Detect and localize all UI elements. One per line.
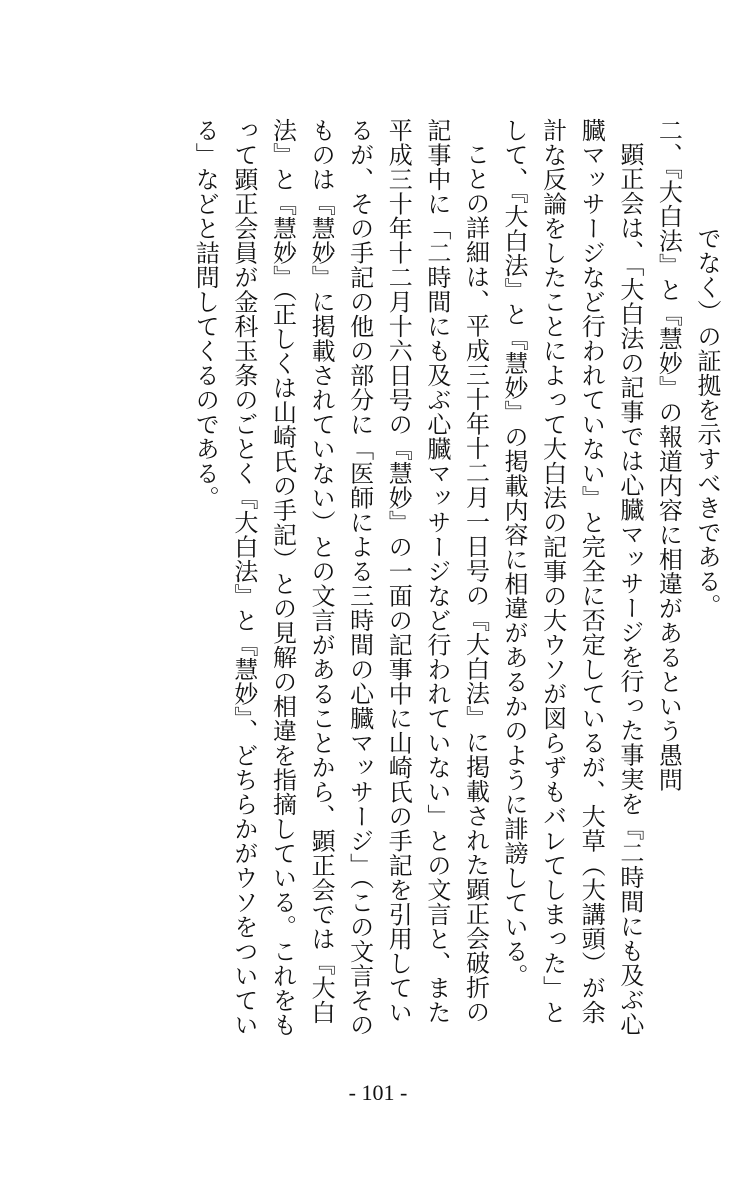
continuation-line: でなく）の証拠を示すべきである。 [693, 226, 721, 618]
page-number: - 101 - [348, 1080, 408, 1105]
vertical-text-body [6, 118, 726, 1038]
section-heading: 二、『大白法』と『慧妙』の報道内容に相違があるという愚問 [654, 118, 683, 792]
paragraph-2: ことの詳細は、平成三十年十二月一日号の『大白法』に掲載された顕正会破折の記事中に「二時間にも及ぶ心臓マッサージなど行われていない」との文言と、また平成三十年十二月十六日号の『慧妙』の一面の記事中に山崎氏の手記を引用しているが、その手記の他の部分に「医師による三時間の心臓マッサージ」（この文言そのものは『慧妙』に掲載されていない）との文言があることから、顕正会では『大白法』と『慧妙』（正しくは山崎氏の手記）との見解の相違を指摘している。これをもって顕正会員が金科玉条のごとく『大白法』と『慧妙』、どちらかがウソをついている」などと詰問してくるのである。 [191, 118, 490, 1037]
paragraph-1: 顕正会は、「大白法の記事では心臓マッサージを行った事実を『二時間にも及ぶ心臓マッサージなど行われていない』と完全に否定しているが、大草（大講頭）が余計な反論をしたことによって大白法の記事の大ウソが図らずもバレてしまった」として、『大白法』と『慧妙』の掲載内容に相違があるかのように誹謗している。 [500, 118, 644, 1037]
